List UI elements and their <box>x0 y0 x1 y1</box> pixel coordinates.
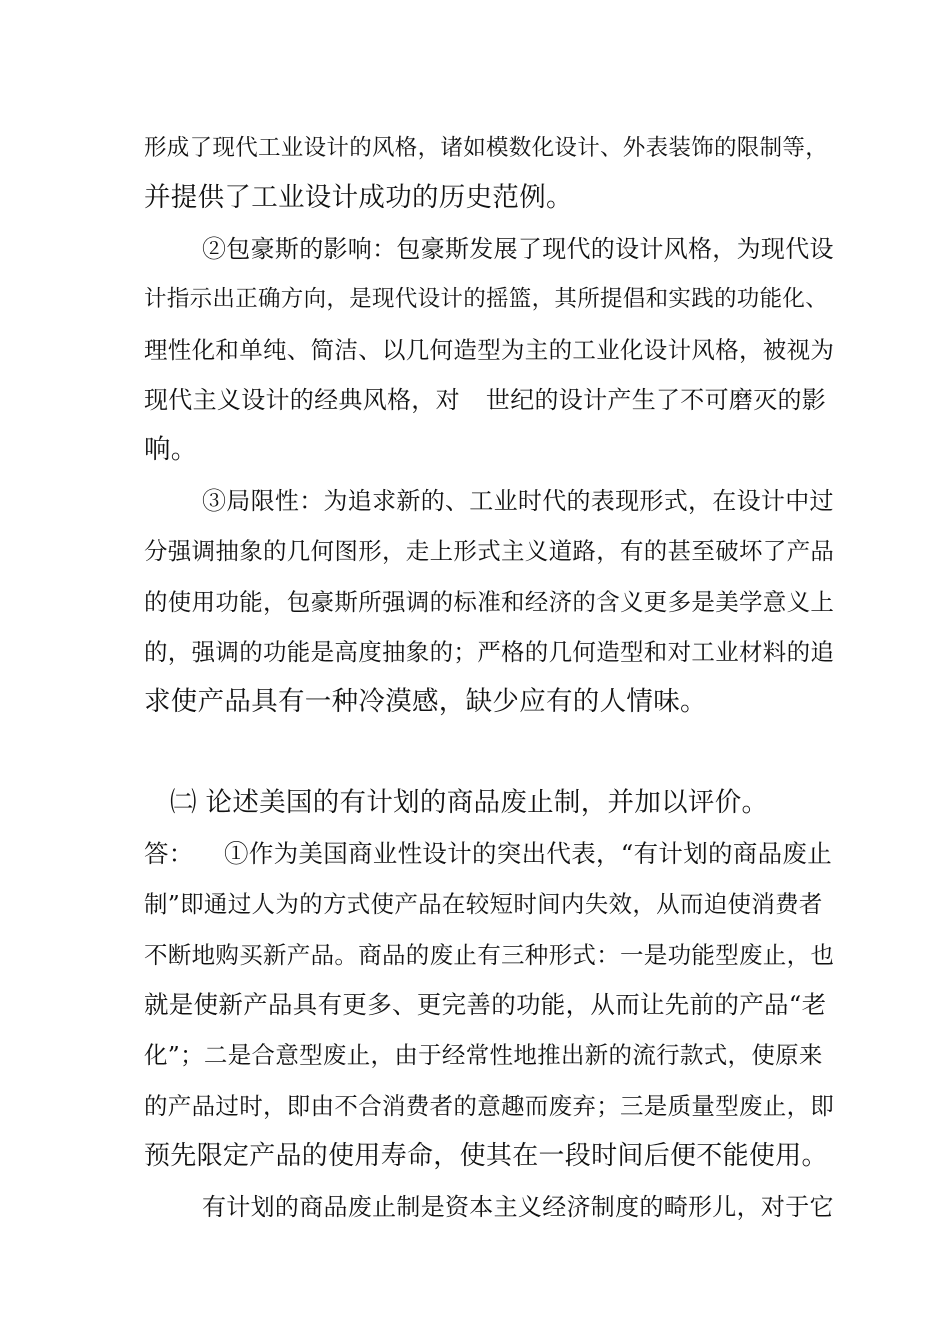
answer-line-7: 预先限定产品的使用寿命，使其在一段时间后便不能使用。 <box>144 1141 828 1171</box>
paragraph-3-line-3: 的使用功能，包豪斯所强调的标准和经济的含义更多是美学意义上 <box>144 588 835 616</box>
paragraph-2-line-4 <box>144 382 834 418</box>
answer-line-5: 化”；二是合意型废止，由于经常性地推出新的流行款式，使原来 <box>144 1041 823 1069</box>
paragraph-1-line-1: 形成了现代工业设计的风格，诸如模数化设计、外表装饰的限制等， <box>144 135 829 161</box>
paragraph-3-line-4: 的，强调的功能是高度抽象的；严格的几何造型和对工业材料的追 <box>144 638 835 666</box>
paragraph-3-line-2: 分强调抽象的几何图形，走上形式主义道路，有的甚至破坏了产品 <box>144 537 835 565</box>
paragraph-2-line-4-part-2: 世纪的设计产生了不可磨灭的影 <box>485 386 827 414</box>
answer-line-6: 的产品过时，即由不合消费者的意趣而废弃；三是质量型废止，即 <box>144 1092 835 1120</box>
paragraph-5-line-1: 有计划的商品废止制是资本主义经济制度的畸形儿，对于它 <box>202 1193 834 1221</box>
paragraph-2-line-4-part-1: 现代主义设计的经典风格，对 <box>144 386 460 414</box>
answer-line-1 <box>144 836 834 872</box>
paragraph-2-line-2: 计指示出正确方向，是现代设计的摇篮，其所提倡和实践的功能化、 <box>144 286 829 312</box>
answer-line-2: 制”即通过人为的方式使产品在较短时间内失效，从而迫使消费者 <box>144 890 823 918</box>
paragraph-2-line-3: 理性化和单纯、简洁、以几何造型为主的工业化设计风格，被视为 <box>144 336 835 364</box>
question-heading: ㈡ 论述美国的有计划的商品废止制，并加以评价。 <box>170 787 769 818</box>
answer-line-1-text: ①作为美国商业性设计的突出代表，“有计划的商品废止 <box>224 839 833 868</box>
paragraph-2-line-5: 响。 <box>144 434 198 465</box>
answer-line-4: 就是使新产品具有更多、更完善的功能，从而让先前的产品“老 <box>144 990 827 1019</box>
paragraph-1-line-2: 并提供了工业设计成功的历史范例。 <box>144 182 573 213</box>
answer-line-3: 不断地购买新产品。商品的废止有三种形式：一是功能型废止，也 <box>144 941 835 969</box>
paragraph-3-line-5: 求使产品具有一种冷漠感，缺少应有的人情味。 <box>144 686 707 717</box>
paragraph-3-line-1: ③局限性：为追求新的、工业时代的表现形式，在设计中过 <box>202 487 834 515</box>
answer-label: 答： <box>144 839 194 868</box>
paragraph-2-line-1: ②包豪斯的影响：包豪斯发展了现代的设计风格，为现代设 <box>202 235 834 263</box>
